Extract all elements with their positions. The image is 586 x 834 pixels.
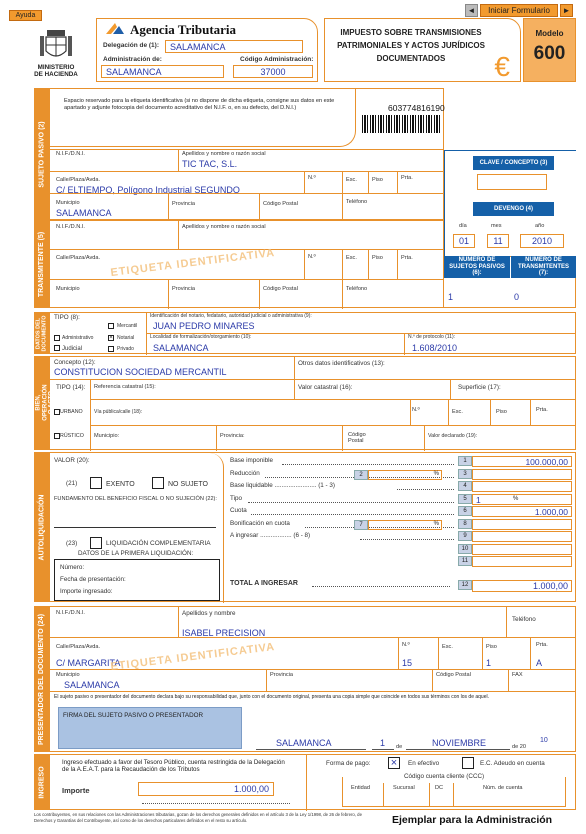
total-value: 1.000,00 <box>532 581 568 591</box>
modelo-number: 600 <box>533 43 566 64</box>
liquidation-row <box>230 481 572 492</box>
liquidation-row-label: Reducción <box>230 469 260 477</box>
title-box <box>324 18 521 82</box>
telefono-label: Teléfono <box>346 199 368 205</box>
tipo14-label: TIPO (14): <box>56 384 86 391</box>
n21-label: (21) <box>66 480 78 487</box>
devengo-header: DEVENGO (4) <box>473 202 554 216</box>
liquidation-row-field[interactable] <box>472 506 572 517</box>
valor-label: VALOR (20): <box>54 457 90 464</box>
via-label: Vía pública/calle (18): <box>94 409 143 415</box>
liquidation-row-number: 11 <box>458 556 472 566</box>
p-watermark: ETIQUETA IDENTIFICATIVA <box>109 640 276 674</box>
delegacion-value: SALAMANCA <box>170 42 226 52</box>
cp-label: Código Postal <box>263 201 298 207</box>
forma-label: Forma de pago: <box>326 760 371 767</box>
no-label: N.º <box>308 175 316 181</box>
liquidation-row-label: A ingresar .................. (6 - 8) <box>230 532 311 539</box>
bonif-num: 7 <box>354 520 368 530</box>
liquidation-row-label: Base imponible <box>230 457 274 464</box>
modelo-box <box>523 18 576 82</box>
liquidation-row <box>230 531 572 542</box>
p-prta-value[interactable]: A <box>536 658 543 668</box>
agency-box <box>96 18 318 82</box>
liquidation-row-field[interactable] <box>472 456 572 467</box>
liquidation-row-value: 1.000,00 <box>534 507 568 517</box>
sujeto-section-title: SUJETO PASIVO (2) <box>38 120 46 188</box>
urbano-label: URBANO <box>60 409 83 415</box>
importe-label: Importe <box>62 786 90 795</box>
mes-value: 11 <box>493 236 503 246</box>
liquidation-row-field[interactable] <box>472 556 572 567</box>
liquidation-row-field[interactable] <box>472 481 572 492</box>
tipo-label: TIPO (8): <box>54 314 80 321</box>
liquidation-row-value: 100.000,00 <box>525 457 568 467</box>
dia-firma-value[interactable]: 1 <box>380 738 386 748</box>
importe-ing-label: Importe ingresado: <box>60 588 113 595</box>
liquidation-row-field[interactable] <box>472 494 572 505</box>
num-transmitentes-header: NÚMERO DE TRANSMITENTES (7): <box>511 256 576 278</box>
admin-label: Administración de: <box>103 56 162 63</box>
transmitente-section <box>50 220 444 308</box>
superficie-label: Superficie (17): <box>458 384 501 391</box>
de2-label: de 20 <box>512 744 526 750</box>
total-label: TOTAL A INGRESAR <box>230 580 298 587</box>
municipio-label: Municipio <box>56 200 80 206</box>
form-title: IMPUESTO SOBRE TRANSMISIONES PATRIMONIALES Y ACTOS JURÍDICOS DOCUMENTADOS <box>337 28 485 63</box>
auto-section-title: AUTOLIQUIDACIÓN <box>38 494 46 560</box>
liquidation-row <box>230 556 572 567</box>
firma-box[interactable] <box>58 707 242 749</box>
p-nif-label: N.I.F./D.N.I. <box>56 610 85 616</box>
liq-comp-label: LIQUIDACIÓN COMPLEMENTARIA <box>106 540 211 547</box>
b-prta-label: Prta. <box>536 407 548 413</box>
privado-label: Privado <box>117 346 134 352</box>
administrativo-checkbox[interactable] <box>54 335 60 341</box>
no-sujeto-label: NO SUJETO <box>168 481 208 488</box>
codigo-label: Código Administración: <box>240 56 314 63</box>
reduccion-num: 2 <box>354 470 368 480</box>
prev-button[interactable] <box>465 4 478 17</box>
privado-checkbox[interactable] <box>108 346 114 352</box>
dc-label: DC <box>435 785 444 791</box>
clave-field[interactable] <box>477 174 547 190</box>
b-cp-label: Código Postal <box>348 432 366 445</box>
liquidation-row-field[interactable] <box>472 531 572 542</box>
liquidation-row-label: Cuota <box>230 507 247 514</box>
t-prta-label: Prta. <box>401 255 413 261</box>
anio-value: 2010 <box>531 236 553 246</box>
auto-section <box>50 452 576 602</box>
bonif-pct-field[interactable] <box>368 520 442 530</box>
liquidation-row-field[interactable] <box>472 544 572 555</box>
bien-section <box>50 356 576 450</box>
efectivo-label: En efectivo <box>408 760 440 767</box>
mes-label: mes <box>491 223 502 229</box>
num-transmitentes-value[interactable]: 0 <box>514 292 520 302</box>
t-cp-label: Código Postal <box>263 286 298 292</box>
notarial-checkbox[interactable]: × <box>109 335 113 341</box>
euro-icon: € <box>494 51 510 82</box>
agency-logo-icon <box>105 22 125 36</box>
esc-label: Esc. <box>346 177 357 183</box>
dotted-leader <box>397 489 454 490</box>
liq-comp-checkbox[interactable] <box>90 537 102 549</box>
judicial-label: Judicial <box>62 346 83 352</box>
modelo-label: Modelo <box>535 29 564 38</box>
admin-value: SALAMANCA <box>106 67 162 77</box>
exento-label: EXENTO <box>106 481 135 488</box>
b-provincia-label: Provincia: <box>220 433 245 439</box>
clave-header: CLAVE / CONCEPTO (3) <box>473 156 554 170</box>
liquidation-row-number: 10 <box>458 544 472 554</box>
documento-section <box>50 312 576 354</box>
mercantil-label: Mercantil <box>117 323 138 329</box>
valor-cat-label: Valor catastral (16): <box>298 384 353 391</box>
nombre-label: Apellidos y nombre o razón social <box>182 151 266 157</box>
bonif-pct: % <box>433 521 439 527</box>
liquidation-row-label: Bonificación en cuota <box>230 519 290 527</box>
legal-text: Los contribuyentes, en sus relaciones con las Administraciones tributarias, gozan de los derechos generales definidos en el artículo 3 de la Ley 1/1998, de 26 de febrero, de Derechos y Garantías del Contribuyente, así como de los derechos particulares definidos en el resto su artículo. <box>34 812 362 823</box>
liquidation-row-number: 4 <box>458 481 472 491</box>
sujeto-section <box>50 88 444 220</box>
p-piso-value[interactable]: 1 <box>486 658 492 668</box>
help-button[interactable] <box>9 10 42 21</box>
administrativo-label: Administrativo <box>62 335 94 341</box>
num-sujetos-value[interactable]: 1 <box>448 292 454 302</box>
p-calle-value[interactable]: C/ MARGARITA <box>56 658 121 668</box>
liquidation-row-field[interactable] <box>472 469 572 480</box>
reduccion-pct: % <box>433 471 439 477</box>
n23-label: (23) <box>66 540 78 547</box>
ccc-label: Código cuenta cliente (CCC) <box>401 774 487 780</box>
ejemplar-label: Ejemplar para la Administración <box>392 814 553 826</box>
localidad-label: Localidad de formalización/otorgamiento (10): <box>150 334 252 340</box>
lugar-value[interactable]: SALAMANCA <box>276 738 332 748</box>
codigo-field[interactable] <box>233 65 313 78</box>
declaracion-text: El sujeto pasivo o presentador del documento declara bajo su responsabilidad que, junto con el documento original, presenta una copia simple que coincide en todos sus términos con los de aquel. <box>54 694 489 700</box>
de1-label: de <box>396 744 403 750</box>
num-cuenta-label: Núm. de cuenta <box>483 785 523 791</box>
t-nombre-label: Apellidos y nombre o razón social <box>182 224 266 230</box>
start-form-label: Iniciar Formulario <box>488 6 550 15</box>
fundamento-label: FUNDAMENTO DEL BENEFICIO FISCAL O NO SUJECIÓN (22): <box>54 496 217 502</box>
rustico-label: RÚSTICO <box>60 433 84 439</box>
calle-label: Calle/Plaza/Avda. <box>56 177 101 183</box>
mes-firma-value[interactable]: NOVIEMBRE <box>432 738 487 748</box>
localidad-value[interactable]: SALAMANCA <box>153 343 209 353</box>
calle-value[interactable]: C/ ELTIEMPO, Polígono Industrial SEGUNDO <box>56 185 240 195</box>
p-no-value[interactable]: 15 <box>402 658 413 668</box>
liquidation-row-label: Tipo <box>230 494 243 502</box>
barcode-icon <box>362 115 440 133</box>
presentador-section-title: PRESENTADOR DEL DOCUMENTO (24) <box>38 613 46 745</box>
sucursal-label: Sucursal <box>393 785 415 791</box>
liquidation-row-number: 9 <box>458 531 472 541</box>
next-button[interactable] <box>560 4 573 17</box>
liquidation-row-label: Base liquidable ........................ (1 - 3) <box>230 482 335 489</box>
presentador-section <box>50 606 576 752</box>
reduccion-pct-field[interactable] <box>368 470 442 480</box>
firma-label: FIRMA DEL SUJETO PASIVO O PRESENTADOR <box>63 712 204 719</box>
anio-label: año <box>535 223 545 229</box>
total-field[interactable] <box>472 580 572 592</box>
liquidation-row-value: 1 <box>476 494 481 505</box>
etiqueta-note: Espacio reservado para la etiqueta identificativa (si no dispone de dicha etiqueta, consigne sus datos en este apartado y adjunte fotocopia del documento acreditativo del N.I.F. o, en su defecto, del D.N.I.) <box>64 98 335 111</box>
liquidation-row <box>230 494 572 505</box>
judicial-checkbox[interactable] <box>54 345 60 351</box>
p-no-label: N.º <box>402 642 410 648</box>
fecha-label: Fecha de presentación: <box>60 576 126 583</box>
arrow-right-icon: ► <box>562 6 571 15</box>
liquidation-row-number: 8 <box>458 519 472 529</box>
ec-checkbox[interactable] <box>462 757 474 769</box>
numero-label: Número: <box>60 564 85 571</box>
liquidation-row-number: 6 <box>458 506 472 516</box>
exento-checkbox[interactable] <box>90 477 102 489</box>
admin-field[interactable] <box>101 65 224 78</box>
anio-firma-value[interactable]: 10 <box>540 737 548 744</box>
dia-value: 01 <box>458 236 469 246</box>
start-form-button[interactable] <box>480 4 558 17</box>
documento-section-title: DATOS DEL DOCUMENTO <box>35 315 48 351</box>
ingreso-section-title: INGRESO <box>38 765 46 799</box>
notario-value[interactable]: JUAN PEDRO MINARES <box>153 321 255 331</box>
protocolo-value[interactable]: 1.608/2010 <box>412 343 458 353</box>
t-nif-label: N.I.F./D.N.I. <box>56 224 85 230</box>
p-prta-label: Prta. <box>536 642 548 648</box>
concepto-label: Concepto (12): <box>54 359 96 366</box>
liquidation-row <box>230 544 572 555</box>
t-telefono-label: Teléfono <box>346 286 368 292</box>
ingreso-text: Ingreso efectuado a favor del Tesoro Público, cuenta restringida de la Delegación de la A.E.A.T. para la Recaudación de los Tributos <box>62 759 285 774</box>
importe-value: 1.000,00 <box>233 784 269 794</box>
codigo-value: 37000 <box>260 67 286 77</box>
ccc-box[interactable] <box>342 773 566 807</box>
liquidation-row-number: 5 <box>458 494 472 504</box>
liquidation-row-field[interactable] <box>472 519 572 530</box>
t-piso-label: Piso <box>372 255 383 261</box>
prta-label: Prta. <box>401 175 413 181</box>
coat-of-arms-icon <box>38 26 74 64</box>
dotted-leader <box>248 502 454 503</box>
etiqueta-area <box>50 89 356 147</box>
b-no-label: N.º <box>412 407 420 413</box>
ingreso-section <box>50 754 576 810</box>
efectivo-checkbox[interactable]: × <box>388 757 400 769</box>
dotted-leader <box>251 514 454 515</box>
mercantil-checkbox[interactable] <box>108 323 114 329</box>
p-nombre-label: Apellidos y nombre <box>182 610 236 617</box>
provincia-label: Provincia <box>172 201 196 207</box>
notario-label: Identificación del notario, fedatario, autoridad judicial o administrativa (9): <box>150 313 312 319</box>
ref-label: Referencia catastral (15): <box>94 384 156 390</box>
t-calle-label: Calle/Plaza/Avda. <box>56 255 101 261</box>
p-esc-label: Esc. <box>442 644 453 650</box>
etiqueta-watermark: ETIQUETA IDENTIFICATIVA <box>109 246 276 280</box>
datos-primera-label: DATOS DE LA PRIMERA LIQUIDACIÓN: <box>78 550 194 557</box>
importe-field[interactable] <box>138 782 274 796</box>
help-label: Ayuda <box>15 12 36 19</box>
piso-label: Piso <box>372 177 383 183</box>
concepto-value[interactable]: CONSTITUCION SOCIEDAD MERCANTIL <box>54 367 227 377</box>
valor-decl-label: Valor declarado (19): <box>428 433 478 439</box>
protocolo-label: N.º de protocolo (11): <box>408 334 456 340</box>
notarial-label: Notarial <box>117 335 135 341</box>
liquidation-row-number: 1 <box>458 456 472 466</box>
b-piso-label: Piso <box>496 409 507 415</box>
t-municipio-label: Municipio <box>56 286 80 292</box>
p-telefono-label: Teléfono <box>512 616 536 623</box>
entidad-label: Entidad <box>351 785 370 791</box>
liquidation-row <box>230 456 572 467</box>
municipio-value[interactable]: SALAMANCA <box>56 208 112 218</box>
p-municipio-value[interactable]: SALAMANCA <box>64 680 120 690</box>
p-cp-label: Código Postal <box>436 672 471 678</box>
delegacion-label: Delegación de (1): <box>103 42 159 49</box>
nombre-value[interactable]: TIC TAC, S.L. <box>182 159 238 169</box>
nif-label: N.I.F./D.N.I. <box>56 151 85 157</box>
b-municipio-label: Municipio: <box>94 433 120 439</box>
liquidation-row-number: 3 <box>458 469 472 479</box>
mes-field[interactable] <box>487 234 509 248</box>
ministry-name: MINISTERIO DE HACIENDA <box>34 64 78 79</box>
transmitente-section-title: TRANSMITENTE (5) <box>38 231 46 297</box>
barcode-number: 603774816190 <box>388 103 445 113</box>
p-fax-label: FAX <box>512 672 523 678</box>
dotted-leader <box>360 539 454 540</box>
agency-name: Agencia Tributaria <box>130 22 237 37</box>
t-esc-label: Esc. <box>346 255 357 261</box>
p-calle-label: Calle/Plaza/Avda. <box>56 644 101 650</box>
delegacion-field[interactable] <box>165 40 303 53</box>
p-piso-label: Piso <box>486 644 497 650</box>
num-sujetos-header: NÚMERO DE SUJETOS PASIVOS (6): <box>444 256 510 278</box>
p-provincia-label: Provincia <box>270 672 294 678</box>
p-municipio-label: Municipio <box>56 672 80 678</box>
ec-label: E.C. Adeudo en cuenta <box>480 760 545 767</box>
no-sujeto-checkbox[interactable] <box>152 477 164 489</box>
dia-label: día <box>459 223 467 229</box>
t-no-label: N.º <box>308 254 316 260</box>
liquidation-row <box>230 506 572 517</box>
anio-field[interactable] <box>520 234 564 248</box>
dotted-leader <box>282 464 454 465</box>
arrow-left-icon: ◄ <box>467 6 476 15</box>
t-provincia-label: Provincia <box>172 286 196 292</box>
p-nombre-value[interactable]: ISABEL PRECISION <box>182 628 266 638</box>
tipo-pct: % <box>513 495 519 502</box>
dia-field[interactable] <box>453 234 475 248</box>
b-esc-label: Esc. <box>452 409 463 415</box>
bien-section-title: DATOS DEL BIEN, OPERACIÓN <box>29 384 48 422</box>
otros-label: Otros datos identificativos (13): <box>298 360 385 367</box>
total-num: 12 <box>458 580 472 590</box>
